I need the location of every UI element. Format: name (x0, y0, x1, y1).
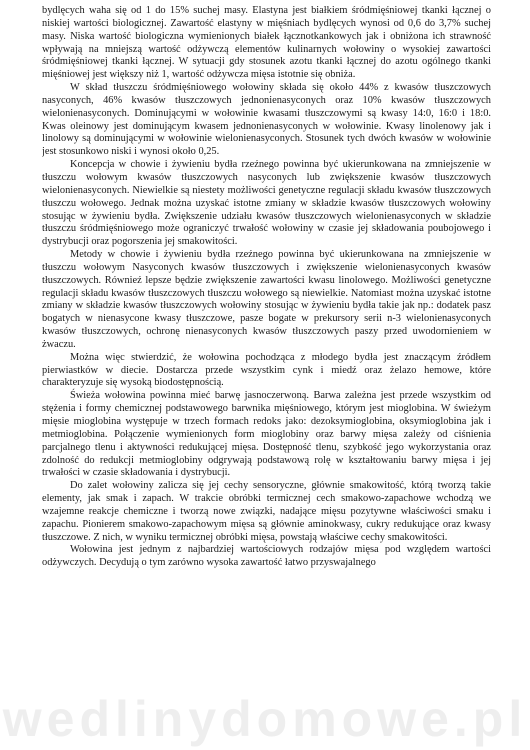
paragraph-connective-tissue: bydlęcych waha się od 1 do 15% suchej masy. Elastyna jest białkiem śródmięśniowej tkanki łącznej o niskiej wartości biologicznej. Zawartość elastyny w mięśniach bydlęcych wynosi od 0,6 do 3,7% suchej masy. Niska wartość biologiczna wymienionych białek łącznotkankowych jak i obniżona ich strawność wpływają na mniejszą wartość odżywczą elementów kulinarnych wołowiny o wysokiej zawartości śródmięśniowej tkanki łącznej. W sytuacji gdy stosunek azotu tkanki łącznej do azotu ogólnego tkanki mięśniowej jest większy niż 1, wartość odżywcza mięsa istotnie się obniża. (42, 5, 491, 81)
paragraph-feeding-concept: Koncepcja w chowie i żywieniu bydła rzeźnego powinna być ukierunkowana na zmniejszenie w tłuszczu wołowym kwasów tłuszczowych nasyconych lub zwiększenie kwasów tłuszczowych wielonienasyconych. Niewielkie są niestety możliwości genetyczne regulacji składu kwasów tłuszczowych tłuszczu wołowego. Jednak można uzyskać istotne zmiany w składzie kwasów tłuszczowych wołowiny stosując w żywieniu bydła. Zwiększenie udziału kwasów tłuszczowych wielonienasyconych w składzie tłuszczu śródmięśniowego może ograniczyć trwałość wołowiny w czasie jej składowania poubojowego i dystrybucji oraz pogorszenia jej smakowitości. (42, 159, 491, 248)
document-page (42, 5, 491, 740)
paragraph-feeding-methods: Metody w chowie i żywieniu bydła rzeźnego powinna być ukierunkowana na zmniejszenie w tłuszczu wołowym Nasyconych kwasów tłuszczowych i zwiększenie wielonienasyconych kwasów tłuszczowych. Równieź lepsze będzie zwiększenie zawartości kwasu linolowego. Możliwości genetyczne regulacji składu kwasów tłuszczowych tłuszczu wołowego są niewielkie. Natomiast można uzyskać istotne zmiany w składzie kwasów tłuszczowych wołowiny stosując w żywieniu bydła takie jak np.: dodatek pasz bogatych w nienasycone kwasy tłuszczowe, pasze bogate w prekursory serii n-3 wielonienasyconych kwasów tłuszczowych, ochronę nienasyconych kwasów tłuszczowych paszy przed uwodornieniem w żwaczu. (42, 249, 491, 350)
paragraph-fat-composition: W skład tłuszczu śródmięśniowego wołowiny składa się około 44% z kwasów tłuszczowych nasyconych, 46% kwasów tłuszczowych jednonienasyconych oraz 10% kwasów tłuszczowych wielonienasyconych. Dominującymi w wołowinie kwasami tłuszczowymi są kwasy 14:0, 16:0 i 18:0. Kwas oleinowy jest dominującym kwasem jednonienasyconych w wołowinie. Kwasy linolenowy jak i linolowy są dominującymi w wołowinie wielonienasyconych. Stosunek tych dwóch kwasów w wołowinie jest stosunkowo niski i wynosi około 0,25. (42, 82, 491, 158)
paragraph-meat-color: Świeża wołowina powinna mieć barwę jasnoczerwoną. Barwa zależna jest przede wszystkim od stężenia i formy chemicznej podstawowego barwnika mięśniowego, którym jest mioglobina. W świeżym mięsie mioglobina występuje w trzech formach redoks jako: dezoksymioglobina, oksymioglobina jak i metmioglobina. Połączenie wymienionych form mioglobiny oraz barwy mięsa zależy od ciśnienia parcjalnego tlenu i aktywności redukującej mięsa. Dostępność tlenu, szybkość jego wykorzystania oraz zdolność do redukcji metmioglobiny odgrywają podstawową rolę w kształtowaniu barwy mięsa i jej trwałości w czasie składowania i dystrybucji. (42, 390, 491, 479)
site-watermark: wedlinydomowe.pl (2, 691, 528, 747)
paragraph-nutritional-value: Wołowina jest jednym z najbardziej wartościowych rodzajów mięsa pod względem wartości odżywczych. Decydują o tym zarówno wysoka zawartość łatwo przyswajalnego (42, 544, 491, 569)
paragraph-sensory: Do zalet wołowiny zalicza się jej cechy sensoryczne, głównie smakowitość, którą tworzą takie elementy, jak smak i zapach. W trakcie obróbki termicznej cech smakowo-zapachowe wchodzą we wzajemne reakcje chemiczne i tworzą nowe związki, nadające mięsu pozytywne właściwości smaku i zapachu. Pionierem smakowo-zapachowym mięsa są głównie aminokwasy, cukry redukujące oraz kwasy tłuszczowe. Z nich, w wyniku termicznej obróbki mięsa, powstają właściwe cechy smakowitości. (42, 480, 491, 543)
paragraph-minerals: Można więc stwierdzić, że wołowina pochodząca z młodego bydła jest znaczącym źródłem pierwiastków w diecie. Dostarcza przede wszystkim cynk i miedź oraz żelazo hemowe, które charakteryzuje się wysoką biodostępnością. (42, 351, 491, 389)
